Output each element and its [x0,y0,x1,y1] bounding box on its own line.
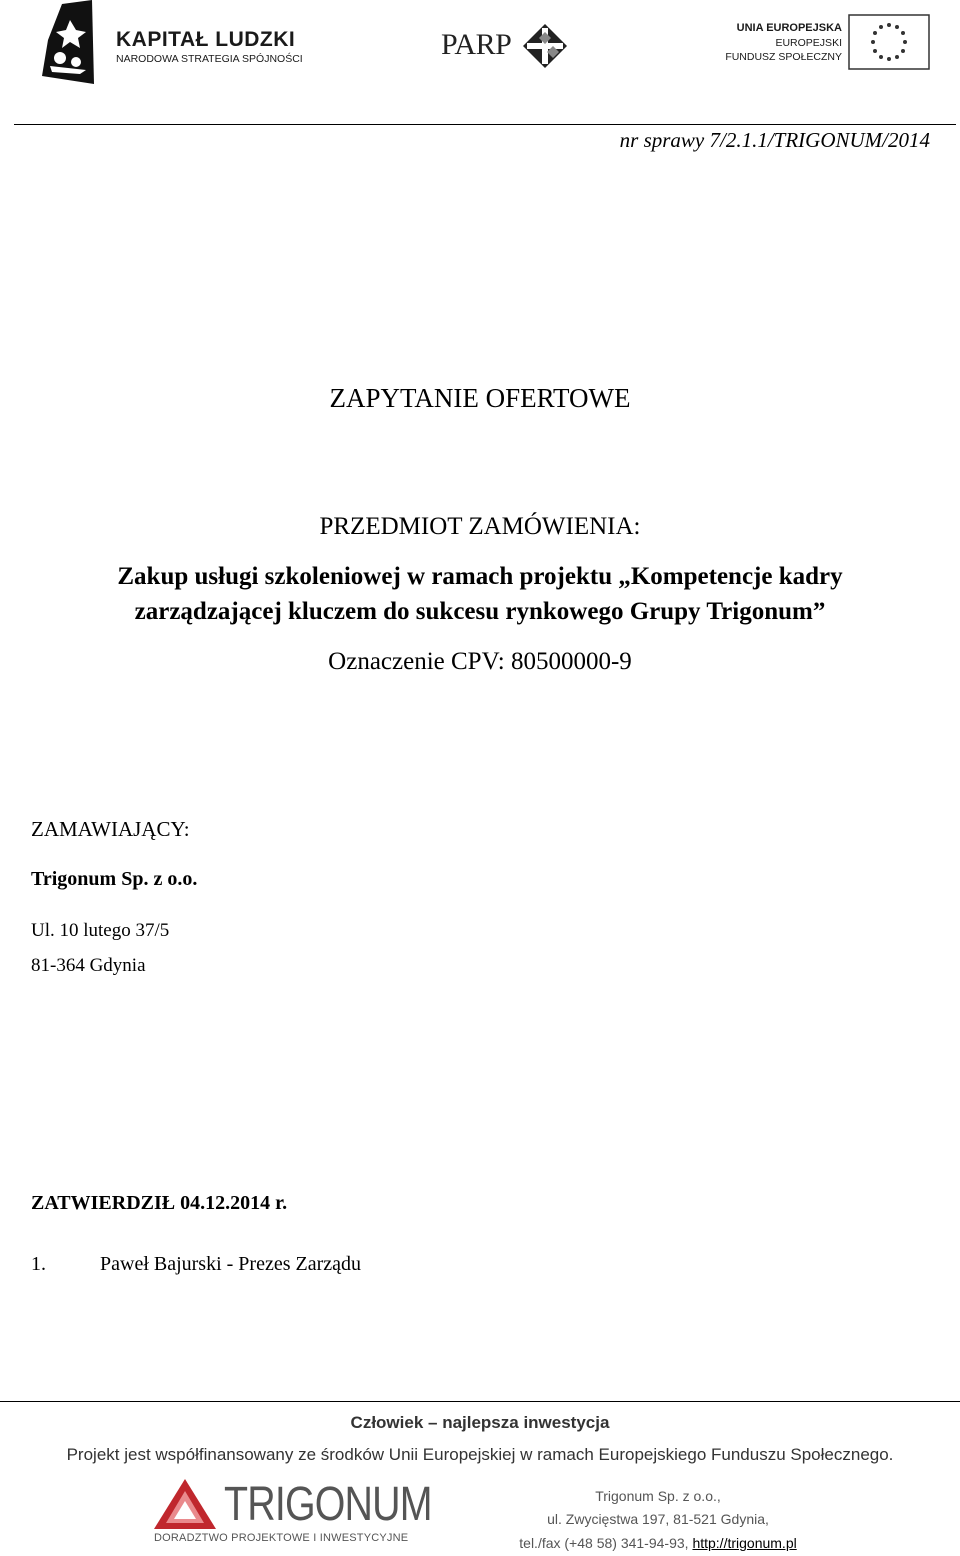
footer-company-name: Trigonum Sp. z o.o., [595,1488,721,1504]
parp-emblem-icon [521,22,569,70]
buyer-name: Trigonum Sp. z o.o. [31,868,198,890]
buyer-address-street: Ul. 10 lutego 37/5 [31,920,170,941]
kapital-ludzki-emblem-icon [40,0,98,86]
footer-phone: tel./fax (+48 58) 341-94-93, [519,1535,693,1551]
kapital-ludzki-subtitle: NARODOWA STRATEGIA SPÓJNOŚCI [116,53,303,65]
approver-list-number: 1. [31,1253,46,1275]
approver-name: Paweł Bajurski - Prezes Zarządu [100,1253,362,1275]
trigonum-tagline: DORADZTWO PROJEKTOWE I INWESTYCYJNE [154,1532,409,1544]
buyer-label: ZAMAWIAJĄCY: [31,817,190,841]
subject-line-2: zarządzającej kluczem do sukcesu rynkowego Grupy Trigonum” [134,598,826,625]
trigonum-wordmark: TRIGONUM [224,1478,432,1531]
footer-cofunding-note: Projekt jest współfinansowany ze środków Unii Europejskiej w ramach Europejskiego Funduszu Społecznego. [66,1445,894,1464]
eu-flag-icon [848,14,930,70]
case-number: nr sprawy 7/2.1.1/TRIGONUM/2014 [619,128,930,152]
eu-social-fund-label: FUNDUSZ SPOŁECZNY [725,51,842,63]
footer-website-link[interactable]: http://trigonum.pl [692,1535,797,1551]
subject-line-1: Zakup usługi szkoleniowej w ramach projektu „Kompetencje kadry [117,563,843,590]
footer-divider [0,1401,960,1402]
header-divider [14,124,956,125]
document-title: ZAPYTANIE OFERTOWE [329,383,631,413]
approval-label: ZATWIERDZIŁ 04.12.2014 r. [31,1192,288,1214]
trigonum-triangle-icon [152,1477,218,1531]
footer-motto: Człowiek – najlepsza inwestycja [350,1413,610,1432]
subject-label: PRZEDMIOT ZAMÓWIENIA: [319,513,641,540]
parp-name: PARP [441,28,512,61]
footer-company-contact [488,1535,828,1551]
eu-european-label: EUROPEJSKI [775,37,842,49]
kapital-ludzki-title: KAPITAŁ LUDZKI [116,28,296,51]
cpv-code: Oznaczenie CPV: 80500000-9 [328,648,632,675]
kapital-ludzki-logo [40,0,310,86]
parp-logo [441,18,571,68]
buyer-address-city: 81-364 Gdynia [31,955,146,976]
footer-company-street: ul. Zwycięstwa 197, 81-521 Gdynia, [547,1511,769,1527]
eu-union-label: UNIA EUROPEJSKA [736,22,842,34]
eu-efs-logo [724,12,934,72]
trigonum-logo [152,1477,432,1553]
